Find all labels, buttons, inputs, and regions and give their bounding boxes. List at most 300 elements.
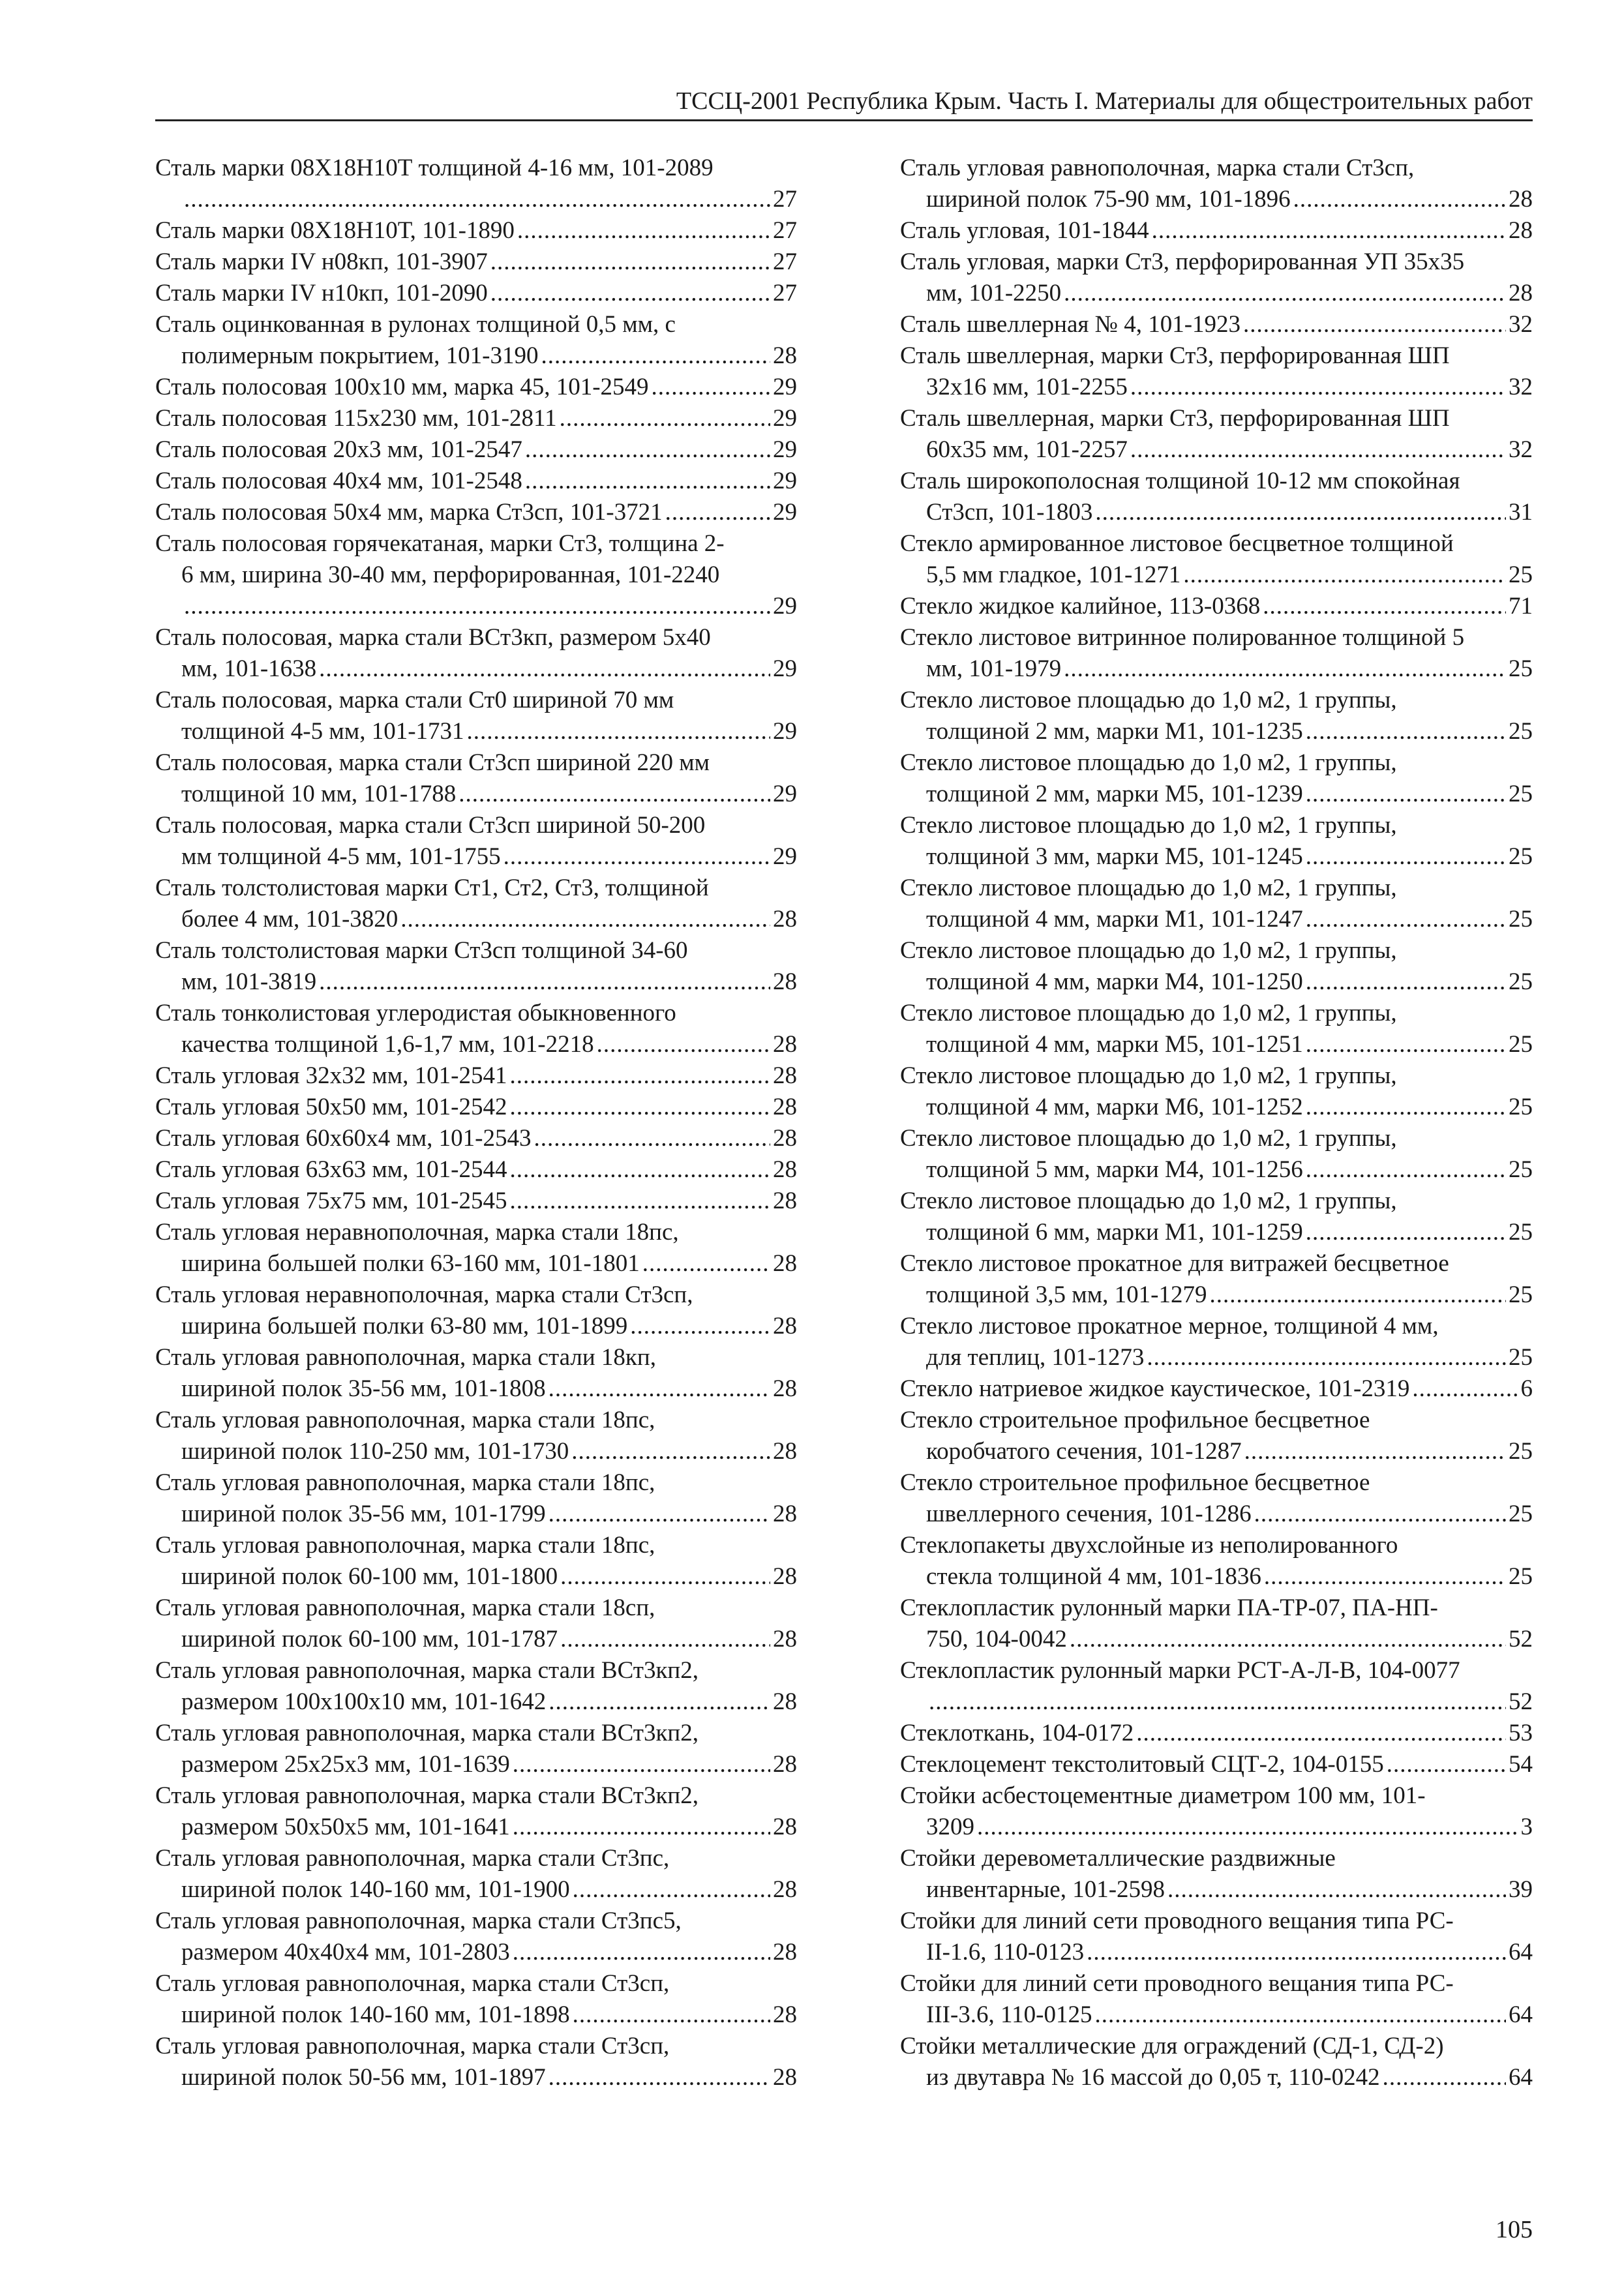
entry-page-number: 53 [1509, 1720, 1533, 1746]
dot-leader [319, 653, 770, 678]
entry-page-number: 25 [1509, 561, 1533, 588]
entry-page-number: 28 [773, 1501, 797, 1527]
index-entry [900, 1593, 1533, 1655]
entry-text-line: Сталь полосовая горячекатаная, марки Ст3, толщина 2- [155, 530, 725, 557]
entry-page-number: 25 [1509, 1501, 1533, 1527]
entry-page-number: 71 [1509, 593, 1533, 620]
entry-text-line: Сталь полосовая 115х230 мм, 101-2811 [155, 405, 557, 432]
entry-text-line: 3209 [926, 1814, 974, 1840]
entry-page-number: 52 [1509, 1626, 1533, 1653]
entry-text-line: для теплиц, 101-1273 [926, 1344, 1145, 1371]
index-entry [155, 1968, 797, 2031]
index-entry [155, 278, 797, 309]
entry-text-line: Сталь толстолистовая марки Ст3сп толщиной 34-60 [155, 937, 688, 964]
entry-text-line: толщиной 4 мм, марки М1, 101-1247 [926, 906, 1303, 933]
index-entry [155, 1060, 797, 1092]
entry-text-line: размером 50х50х5 мм, 101-1641 [181, 1814, 510, 1840]
entry-text-line: Сталь широкополосная толщиной 10-12 мм спокойная [900, 468, 1460, 494]
dot-leader [560, 1624, 770, 1648]
entry-page-number: 32 [1509, 374, 1533, 400]
index-entry [155, 998, 797, 1060]
index-entry [155, 1655, 797, 1718]
entry-text-line: Сталь угловая равнополочная, марка стали Ст3пс5, [155, 1908, 682, 1934]
index-entry [900, 1530, 1533, 1593]
index-entry [900, 1186, 1533, 1248]
dot-leader [597, 1029, 770, 1053]
entry-text-line: шириной полок 35-56 мм, 101-1799 [181, 1501, 546, 1527]
index-entry [900, 215, 1533, 247]
entry-page-number: 25 [1509, 1281, 1533, 1308]
index-entry [155, 1154, 797, 1186]
entry-text-line: стекла толщиной 4 мм, 101-1836 [926, 1563, 1261, 1590]
entry-text-line: 5,5 мм гладкое, 101-1271 [926, 561, 1181, 588]
index-entry [155, 1467, 797, 1530]
dot-leader [1064, 278, 1506, 302]
dot-leader [1306, 841, 1506, 865]
entry-text-line: Стекло натриевое жидкое каустическое, 101-2319 [900, 1375, 1410, 1402]
dot-leader [1130, 372, 1506, 396]
entry-text-line: Стойки металлические для ограждений (СД-1, СД-2) [900, 2033, 1444, 2059]
index-entry [900, 747, 1533, 810]
index-entry [900, 309, 1533, 340]
index-entry [155, 403, 797, 434]
entry-text-line: толщиной 4 мм, марки М6, 101-1252 [926, 1094, 1303, 1120]
entry-page-number: 25 [1509, 906, 1533, 933]
entry-page-number: 25 [1509, 1438, 1533, 1465]
dot-leader [1070, 1624, 1506, 1648]
dot-leader [1209, 1279, 1506, 1304]
entry-text-line: Сталь марки 08Х18Н10Т толщиной 4-16 мм, 101-2089 [155, 155, 714, 181]
entry-text-line: Стеклопластик рулонный марки ПА-ТР-07, ПА-НП- [900, 1594, 1438, 1621]
entry-page-number: 28 [1509, 280, 1533, 307]
entry-page-number: 29 [773, 468, 797, 494]
entry-text-line: шириной полок 140-160 мм, 101-1898 [181, 2001, 570, 2028]
entry-text-line: Сталь швеллерная, марки Ст3, перфорированная ШП [900, 405, 1450, 432]
entry-page-number: 28 [773, 1375, 797, 1402]
entry-text-line: размером 100х100х10 мм, 101-1642 [181, 1688, 547, 1715]
entry-text-line: Стекло армированное листовое бесцветное толщиной [900, 530, 1454, 557]
entry-text-line: Стеклопакеты двухслойные из неполированного [900, 1532, 1398, 1559]
index-entry [155, 528, 797, 622]
index-entry [900, 1655, 1533, 1718]
dot-leader [1306, 966, 1506, 991]
index-entry [900, 1718, 1533, 1749]
entry-page-number: 32 [1509, 311, 1533, 338]
index-entry [155, 1279, 797, 1342]
dot-leader [513, 1812, 770, 1836]
dot-leader [1306, 1217, 1506, 1241]
entry-page-number: 28 [773, 1062, 797, 1089]
entry-text-line: Ст3сп, 101-1803 [926, 499, 1093, 526]
dot-leader [319, 966, 770, 991]
entry-text-line: более 4 мм, 101-3820 [181, 906, 398, 933]
entry-page-number: 25 [1509, 968, 1533, 995]
index-entry [900, 2031, 1533, 2093]
dot-leader [549, 1686, 770, 1711]
entry-text-line: Сталь угловая равнополочная, марка стали 18кп, [155, 1344, 656, 1371]
entry-text-line: Сталь угловая равнополочная, марка стали 18пс, [155, 1532, 655, 1559]
entry-page-number: 25 [1509, 843, 1533, 870]
index-entry [900, 591, 1533, 622]
entry-text-line: толщиной 10 мм, 101-1788 [181, 781, 457, 807]
index-entry [155, 1123, 797, 1154]
index-entry [900, 1906, 1533, 1968]
entry-text-line: Сталь полосовая 100х10 мм, марка 45, 101-2549 [155, 374, 649, 400]
entry-text-line: Стекло листовое площадью до 1,0 м2, 1 группы, [900, 1125, 1397, 1152]
index-entry [900, 340, 1533, 403]
dot-leader [1087, 1937, 1506, 1961]
entry-text-line: Стеклопластик рулонный марки РСТ-А-Л-В, 104-0077 [900, 1657, 1460, 1684]
entry-text-line: толщиной 3,5 мм, 101-1279 [926, 1281, 1207, 1308]
entry-text-line: полимерным покрытием, 101-3190 [181, 342, 539, 369]
entry-text-line: Стеклоткань, 104-0172 [900, 1720, 1134, 1746]
dot-leader [1306, 1029, 1506, 1053]
entry-page-number: 64 [1509, 2001, 1533, 2028]
dot-leader [1064, 653, 1506, 678]
entry-page-number: 28 [773, 1563, 797, 1590]
entry-text-line: Стекло листовое площадью до 1,0 м2, 1 группы, [900, 1188, 1397, 1214]
dot-leader [1412, 1373, 1518, 1398]
entry-text-line: Сталь угловая равнополочная, марка стали Ст3пс, [155, 1845, 670, 1872]
dot-leader [400, 904, 770, 928]
entry-text-line: Сталь угловая равнополочная, марка стали Ст3сп, [155, 1970, 670, 1997]
index-entry [155, 434, 797, 466]
entry-page-number: 28 [773, 2001, 797, 2028]
index-entry [900, 1060, 1533, 1123]
dot-leader [1306, 716, 1506, 740]
entry-text-line: Сталь полосовая, марка стали Ст0 шириной 70 мм [155, 687, 674, 713]
index-entry [155, 1718, 797, 1780]
dot-leader [517, 215, 770, 239]
entry-text-line: Стекло листовое площадью до 1,0 м2, 1 группы, [900, 937, 1397, 964]
dot-leader [573, 1874, 770, 1898]
index-entry [900, 153, 1533, 215]
entry-page-number: 3 [1520, 1814, 1533, 1840]
entry-text-line: шириной полок 35-56 мм, 101-1808 [181, 1375, 546, 1402]
entry-text-line: 32х16 мм, 101-2255 [926, 374, 1128, 400]
entry-text-line: Сталь угловая равнополочная, марка стали ВСт3кп2, [155, 1720, 699, 1746]
index-entry [900, 1311, 1533, 1373]
entry-page-number: 27 [773, 186, 797, 213]
entry-page-number: 64 [1509, 2064, 1533, 2091]
dot-leader [184, 591, 770, 615]
index-entry [155, 935, 797, 998]
entry-page-number: 28 [773, 342, 797, 369]
entry-page-number: 28 [773, 2064, 797, 2091]
entry-text-line: Сталь угловая, марки Ст3, перфорированная УП 35х35 [900, 248, 1465, 275]
index-entry [155, 622, 797, 685]
dot-leader [541, 340, 770, 365]
entry-text-line: шириной полок 60-100 мм, 101-1800 [181, 1563, 558, 1590]
entry-text-line: Стекло жидкое калийное, 113-0368 [900, 593, 1261, 620]
entry-text-line: Стеклоцемент текстолитовый СЦТ-2, 104-0155 [900, 1751, 1384, 1778]
entry-text-line: толщиной 2 мм, марки М1, 101-1235 [926, 718, 1303, 745]
dot-leader [1263, 591, 1506, 615]
index-entry [900, 1968, 1533, 2031]
entry-text-line: швеллерного сечения, 101-1286 [926, 1501, 1252, 1527]
entry-text-line: Стекло строительное профильное бесцветное [900, 1407, 1370, 1433]
entry-page-number: 28 [773, 968, 797, 995]
entry-text-line: Стекло листовое площадью до 1,0 м2, 1 группы, [900, 687, 1397, 713]
index-column-right [900, 153, 1533, 2093]
entry-page-number: 25 [1509, 1156, 1533, 1183]
entry-page-number: 64 [1509, 1939, 1533, 1966]
index-entry [900, 466, 1533, 528]
entry-text-line: толщиной 3 мм, марки М5, 101-1245 [926, 843, 1303, 870]
entry-text-line: Сталь угловая, 101-1844 [900, 217, 1149, 244]
dot-leader [513, 1937, 770, 1961]
entry-page-number: 25 [1509, 781, 1533, 807]
dot-leader [1293, 184, 1506, 208]
entry-text-line: Стекло листовое площадью до 1,0 м2, 1 группы, [900, 1000, 1397, 1026]
entry-text-line: Стекло листовое площадью до 1,0 м2, 1 группы, [900, 1062, 1397, 1089]
entry-text-line: шириной полок 60-100 мм, 101-1787 [181, 1626, 558, 1653]
entry-text-line: ширина большей полки 63-80 мм, 101-1899 [181, 1313, 628, 1339]
entry-text-line: толщиной 6 мм, марки М1, 101-1259 [926, 1219, 1303, 1246]
entry-page-number: 29 [773, 374, 797, 400]
dot-leader [509, 1092, 770, 1116]
entry-page-number: 25 [1509, 1031, 1533, 1058]
index-entry [155, 1593, 797, 1655]
index-entry [155, 153, 797, 215]
index-entry [155, 1780, 797, 1843]
index-entry [900, 935, 1533, 998]
entry-page-number: 29 [773, 405, 797, 432]
dot-leader [504, 841, 770, 865]
entry-page-number: 27 [773, 280, 797, 307]
entry-text-line: мм, 101-2250 [926, 280, 1062, 307]
entry-text-line: Сталь толстолистовая марки Ст1, Ст2, Ст3, толщиной [155, 875, 709, 901]
index-entry [155, 1342, 797, 1405]
entry-text-line: толщиной 4 мм, марки М5, 101-1251 [926, 1031, 1303, 1058]
entry-page-number: 28 [773, 1814, 797, 1840]
entry-page-number: 29 [773, 718, 797, 745]
dot-leader [490, 278, 770, 302]
entry-text-line: мм, 101-1979 [926, 655, 1062, 682]
entry-text-line: 750, 104-0042 [926, 1626, 1067, 1653]
entry-text-line: размером 40х40х4 мм, 101-2803 [181, 1939, 510, 1966]
entry-page-number: 28 [773, 906, 797, 933]
dot-leader [929, 1686, 1506, 1711]
entry-page-number: 28 [773, 1876, 797, 1903]
entry-text-line: Сталь угловая равнополочная, марка стали 18пс, [155, 1469, 655, 1496]
entry-text-line: Стойки для линий сети проводного вещания типа РС- [900, 1970, 1454, 1997]
entry-page-number: 25 [1509, 1094, 1533, 1120]
dot-leader [630, 1311, 770, 1335]
entry-text-line: Стекло листовое прокатное для витражей бесцветное [900, 1250, 1449, 1277]
dot-leader [1387, 1749, 1506, 1773]
entry-text-line: Стойки асбестоцементные диаметром 100 мм, 101- [900, 1782, 1426, 1809]
entry-page-number: 28 [773, 1438, 797, 1465]
entry-page-number: 32 [1509, 436, 1533, 463]
entry-page-number: 28 [773, 1125, 797, 1152]
entry-page-number: 28 [773, 1751, 797, 1778]
entry-text-line: Сталь угловая 32х32 мм, 101-2541 [155, 1062, 507, 1089]
entry-page-number: 28 [773, 1188, 797, 1214]
entry-page-number: 29 [773, 499, 797, 526]
index-entry [155, 1405, 797, 1467]
dot-leader [573, 1999, 770, 2024]
dot-leader [560, 1561, 770, 1585]
dot-leader [1183, 560, 1506, 584]
entry-text-line: Сталь угловая равнополочная, марка стали Ст3сп, [155, 2033, 670, 2059]
entry-text-line: Сталь тонколистовая углеродистая обыкновенного [155, 1000, 676, 1026]
entry-text-line: коробчатого сечения, 101-1287 [926, 1438, 1242, 1465]
dot-leader [1306, 1154, 1506, 1178]
index-entry [900, 1405, 1533, 1467]
entry-text-line: из двутавра № 16 массой до 0,05 т, 110-0242 [926, 2064, 1380, 2091]
entry-text-line: 6 мм, ширина 30-40 мм, перфорированная, 101-2240 [181, 561, 720, 588]
index-entry [155, 685, 797, 747]
dot-leader [459, 779, 770, 803]
index-entry [900, 528, 1533, 591]
entry-page-number: 28 [773, 1250, 797, 1277]
index-entry [900, 622, 1533, 685]
entry-text-line: шириной полок 50-56 мм, 101-1897 [181, 2064, 546, 2091]
dot-leader [1306, 904, 1506, 928]
dot-leader [525, 434, 770, 458]
index-entry [900, 1780, 1533, 1843]
entry-text-line: Сталь угловая неравнополочная, марка стали 18пс, [155, 1219, 679, 1246]
entry-text-line: Сталь угловая неравнополочная, марка стали Ст3сп, [155, 1281, 693, 1308]
dot-leader [1264, 1561, 1506, 1585]
running-header: ТССЦ-2001 Республика Крым. Часть I. Материалы для общестроительных работ [676, 87, 1533, 115]
entry-page-number: 28 [773, 1094, 797, 1120]
index-entry [155, 247, 797, 278]
entry-text-line: Сталь угловая равнополочная, марка стали ВСт3кп2, [155, 1657, 699, 1684]
entry-page-number: 54 [1509, 1751, 1533, 1778]
entry-text-line: Сталь угловая 75х75 мм, 101-2545 [155, 1188, 507, 1214]
entry-page-number: 27 [773, 217, 797, 244]
entry-text-line: Стекло листовое площадью до 1,0 м2, 1 группы, [900, 749, 1397, 776]
entry-text-line: Сталь полосовая 40х4 мм, 101-2548 [155, 468, 522, 494]
entry-page-number: 28 [773, 1031, 797, 1058]
index-entry [155, 1843, 797, 1906]
entry-text-line: толщиной 2 мм, марки М5, 101-1239 [926, 781, 1303, 807]
index-entry [900, 685, 1533, 747]
entry-text-line: Сталь полосовая, марка стали ВСт3кп, размером 5х40 [155, 624, 711, 651]
entry-page-number: 28 [1509, 186, 1533, 213]
dot-leader [509, 1060, 770, 1085]
entry-page-number: 25 [1509, 718, 1533, 745]
dot-leader [1244, 1436, 1506, 1460]
entry-text-line: III-3.6, 110-0125 [926, 2001, 1092, 2028]
dot-leader [1152, 215, 1506, 239]
dot-leader [525, 466, 770, 490]
page-number: 105 [1496, 2216, 1533, 2243]
entry-text-line: Стекло листовое площадью до 1,0 м2, 1 группы, [900, 812, 1397, 839]
index-entry [155, 1906, 797, 1968]
dot-leader [977, 1812, 1518, 1836]
entry-page-number: 28 [773, 1156, 797, 1183]
entry-page-number: 28 [773, 1313, 797, 1339]
index-entry [900, 1843, 1533, 1906]
index-entry [900, 1373, 1533, 1405]
dot-leader [549, 1373, 770, 1398]
dot-leader [1306, 1092, 1506, 1116]
dot-leader [1243, 309, 1506, 333]
entry-text-line: инвентарные, 101-2598 [926, 1876, 1165, 1903]
entry-text-line: мм, 101-1638 [181, 655, 317, 682]
entry-text-line: 60х35 мм, 101-2257 [926, 436, 1128, 463]
entry-text-line: Сталь угловая 63х63 мм, 101-2544 [155, 1156, 507, 1183]
index-entry [900, 403, 1533, 466]
entry-text-line: размером 25х25х3 мм, 101-1639 [181, 1751, 510, 1778]
entry-text-line: мм толщиной 4-5 мм, 101-1755 [181, 843, 501, 870]
entry-page-number: 29 [773, 593, 797, 620]
entry-page-number: 52 [1509, 1688, 1533, 1715]
dot-leader [1306, 779, 1506, 803]
entry-page-number: 28 [1509, 217, 1533, 244]
index-entry [155, 747, 797, 810]
dot-leader [509, 1154, 770, 1178]
dot-leader [509, 1186, 770, 1210]
entry-text-line: Стойки для линий сети проводного вещания типа РС- [900, 1908, 1454, 1934]
dot-leader [513, 1749, 770, 1773]
entry-text-line: толщиной 4-5 мм, 101-1731 [181, 718, 464, 745]
entry-text-line: качества толщиной 1,6-1,7 мм, 101-2218 [181, 1031, 594, 1058]
entry-page-number: 28 [773, 1688, 797, 1715]
entry-text-line: мм, 101-3819 [181, 968, 317, 995]
entry-text-line: Сталь угловая 50х50 мм, 101-2542 [155, 1094, 507, 1120]
dot-leader [1167, 1874, 1506, 1898]
index-entry [155, 1530, 797, 1593]
index-entry [900, 1123, 1533, 1186]
index-entry [155, 372, 797, 403]
index-entry [155, 1217, 797, 1279]
entry-text-line: Стекло листовое прокатное мерное, толщиной 4 мм, [900, 1313, 1439, 1339]
index-entry [900, 998, 1533, 1060]
dot-leader [1383, 2062, 1506, 2086]
dot-leader [1094, 1999, 1506, 2024]
entry-text-line: Стекло листовое площадью до 1,0 м2, 1 группы, [900, 875, 1397, 901]
entry-page-number: 39 [1509, 1876, 1533, 1903]
header-rule [155, 119, 1533, 121]
entry-page-number: 27 [773, 248, 797, 275]
entry-text-line: Сталь марки 08Х18Н10Т, 101-1890 [155, 217, 515, 244]
entry-text-line: шириной полок 140-160 мм, 101-1900 [181, 1876, 570, 1903]
entry-text-line: шириной полок 75-90 мм, 101-1896 [926, 186, 1291, 213]
entry-text-line: Сталь угловая равнополочная, марка стали Ст3сп, [900, 155, 1415, 181]
entry-text-line: II-1.6, 110-0123 [926, 1939, 1085, 1966]
entry-text-line: Сталь марки IV н08кп, 101-3907 [155, 248, 488, 275]
index-entry [155, 215, 797, 247]
dot-leader [549, 2062, 770, 2086]
entry-text-line: толщиной 4 мм, марки М4, 101-1250 [926, 968, 1303, 995]
dot-leader [549, 1499, 770, 1523]
dot-leader [1095, 497, 1506, 521]
dot-leader [467, 716, 770, 740]
entry-page-number: 29 [773, 843, 797, 870]
entry-text-line: шириной полок 110-250 мм, 101-1730 [181, 1438, 569, 1465]
entry-page-number: 29 [773, 655, 797, 682]
entry-page-number: 25 [1509, 1563, 1533, 1590]
index-entry [155, 2031, 797, 2093]
index-entry [900, 1467, 1533, 1530]
dot-leader [534, 1123, 770, 1147]
dot-leader [1136, 1718, 1506, 1742]
index-entry [900, 247, 1533, 309]
entry-text-line: Сталь полосовая, марка стали Ст3сп шириной 50-200 [155, 812, 706, 839]
entry-page-number: 25 [1509, 1219, 1533, 1246]
dot-leader [1130, 434, 1506, 458]
index-entry [155, 466, 797, 497]
entry-text-line: ширина большей полки 63-160 мм, 101-1801 [181, 1250, 640, 1277]
entry-page-number: 28 [773, 1939, 797, 1966]
index-entry [900, 1749, 1533, 1780]
entry-page-number: 29 [773, 781, 797, 807]
dot-leader [560, 403, 770, 427]
